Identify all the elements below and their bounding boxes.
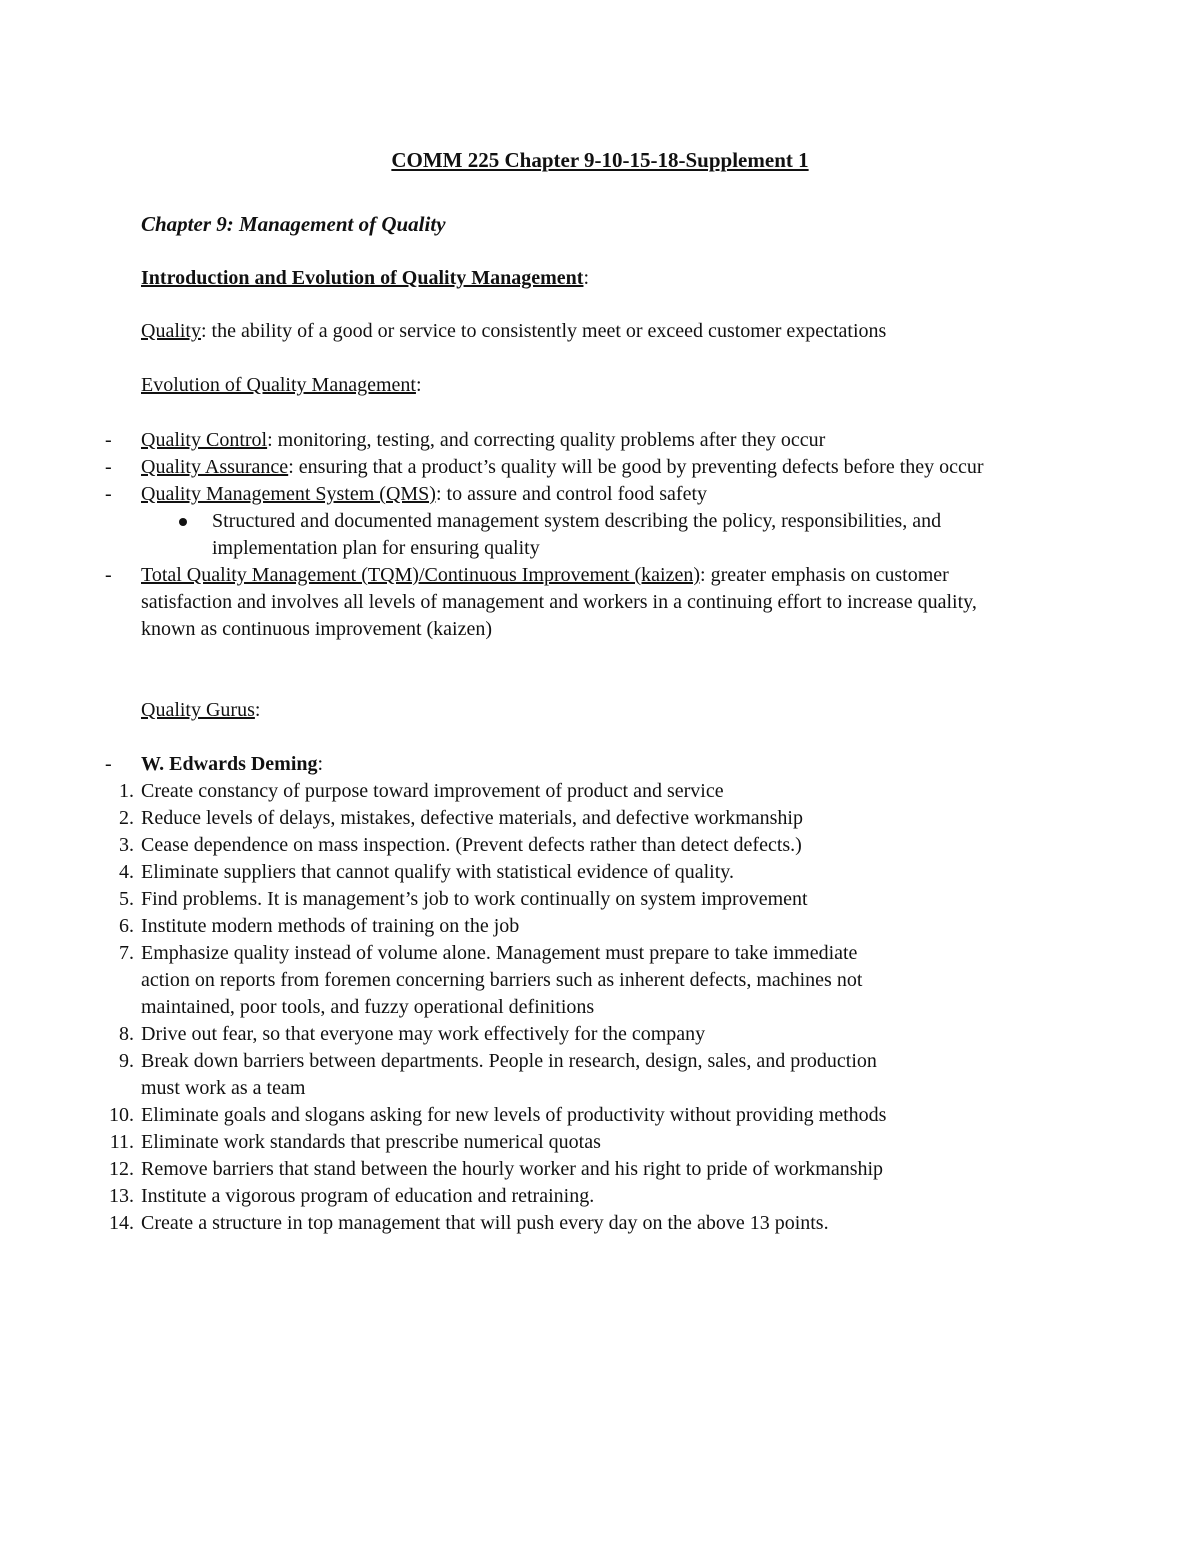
item-text: Find problems. It is management’s job to work continually on system improvement: [141, 888, 808, 910]
list-item: [0, 859, 911, 886]
evolution-heading-text: Evolution of Quality Management: [141, 374, 416, 396]
list-item: [71, 562, 991, 643]
item-number: 12.: [109, 1158, 134, 1180]
item-number: 8.: [119, 1023, 134, 1045]
item-text: Institute modern methods of training on the job: [141, 915, 520, 937]
item-term: Total Quality Management (TQM)/Continuous Improvement (kaizen): [141, 564, 701, 586]
list-item: [0, 1048, 911, 1102]
dash-marker: -: [105, 564, 112, 586]
item-text: Break down barriers between departments. People in research, design, sales, and production must work as a team: [141, 1050, 877, 1099]
chapter-heading: Chapter 9: Management of Quality: [141, 212, 446, 236]
section-heading-suffix: :: [583, 267, 590, 289]
sub-item-text: Structured and documented management system describing the policy, responsibilities, and implementation plan for ensuring quality: [212, 510, 942, 559]
item-text: : greater emphasis on customer satisfaction and involves all levels of management and workers in a continuing effort to increase quality, known as continuous improvement (kaizen): [141, 564, 977, 640]
item-text: : monitoring, testing, and correcting quality problems after they occur: [267, 429, 826, 451]
list-item: [71, 454, 991, 481]
item-number: 7.: [119, 942, 134, 964]
list-item: [0, 805, 911, 832]
list-item: [0, 832, 911, 859]
item-text: Create constancy of purpose toward improvement of product and service: [141, 780, 724, 802]
item-term: Quality Assurance: [141, 456, 289, 478]
item-text: Cease dependence on mass inspection. (Prevent defects rather than detect defects.): [141, 834, 802, 856]
quality-definition-text: : the ability of a good or service to consistently meet or exceed customer expectations: [201, 320, 887, 342]
list-item: [71, 427, 991, 454]
item-number: 6.: [119, 915, 134, 937]
item-number: 14.: [109, 1212, 134, 1234]
gurus-heading-suffix: :: [254, 699, 261, 721]
item-text: Reduce levels of delays, mistakes, defective materials, and defective workmanship: [141, 807, 803, 829]
quality-definition: [141, 318, 886, 345]
item-text: Remove barriers that stand between the hourly worker and his right to pride of workmanship: [141, 1158, 884, 1180]
item-number: 5.: [119, 888, 134, 910]
guru-name-suffix: :: [317, 753, 324, 775]
list-item: [0, 778, 911, 805]
item-text: Eliminate suppliers that cannot qualify with statistical evidence of quality.: [141, 861, 734, 883]
item-text: Emphasize quality instead of volume alone. Management must prepare to take immediate action on reports from foremen concerning barriers such as inherent defects, machines not maintained, poor tools, and fuzzy operational definitions: [141, 942, 863, 1018]
item-text: Institute a vigorous program of education and retraining.: [141, 1185, 595, 1207]
evolution-heading: [141, 372, 422, 399]
item-text: : to assure and control food safety: [435, 483, 708, 505]
item-number: 9.: [119, 1050, 134, 1072]
list-item: [0, 1021, 911, 1048]
document-title: COMM 225 Chapter 9-10-15-18-Supplement 1: [391, 148, 809, 172]
dash-marker: -: [105, 753, 112, 775]
item-text: Drive out fear, so that everyone may work effectively for the company: [141, 1023, 706, 1045]
list-item: [0, 940, 911, 1021]
sub-list-item: [71, 508, 982, 562]
gurus-list: [105, 751, 991, 778]
guru-name: W. Edwards Deming: [141, 753, 318, 775]
gurus-heading-text: Quality Gurus: [141, 699, 255, 721]
item-term: Quality Control: [141, 429, 268, 451]
list-item: [0, 913, 911, 940]
item-number: 3.: [119, 834, 134, 856]
item-number: 4.: [119, 861, 134, 883]
item-number: 13.: [109, 1185, 134, 1207]
item-number: 1.: [119, 780, 134, 802]
guru-item-deming: [71, 751, 991, 778]
list-item: [0, 1102, 911, 1129]
dash-marker: -: [105, 483, 112, 505]
quality-term: Quality: [141, 320, 201, 342]
item-text: Eliminate goals and slogans asking for new levels of productivity without providing methods: [141, 1104, 887, 1126]
item-number: 2.: [119, 807, 134, 829]
dash-marker: -: [105, 456, 112, 478]
item-number: 10.: [109, 1104, 134, 1126]
item-text: : ensuring that a product’s quality will be good by preventing defects before they occur: [288, 456, 984, 478]
bullet-icon: [179, 518, 187, 526]
list-item: [0, 1156, 911, 1183]
dash-marker: -: [105, 429, 112, 451]
item-text: Eliminate work standards that prescribe numerical quotas: [141, 1131, 601, 1153]
item-number: 11.: [109, 1131, 134, 1153]
evolution-heading-suffix: :: [415, 374, 422, 396]
list-item: [0, 1210, 911, 1237]
section-heading-text: Introduction and Evolution of Quality Management: [141, 267, 584, 289]
item-text: Create a structure in top management that will push every day on the above 13 points.: [141, 1212, 829, 1234]
list-item: [0, 886, 911, 913]
section-heading: [141, 265, 589, 292]
gurus-heading: [141, 697, 260, 724]
list-item: [71, 481, 991, 508]
item-term: Quality Management System (QMS): [141, 483, 436, 505]
list-item: [0, 1183, 911, 1210]
list-item: [0, 1129, 911, 1156]
evolution-list: [105, 427, 991, 643]
deming-points-list: [0, 778, 911, 1237]
